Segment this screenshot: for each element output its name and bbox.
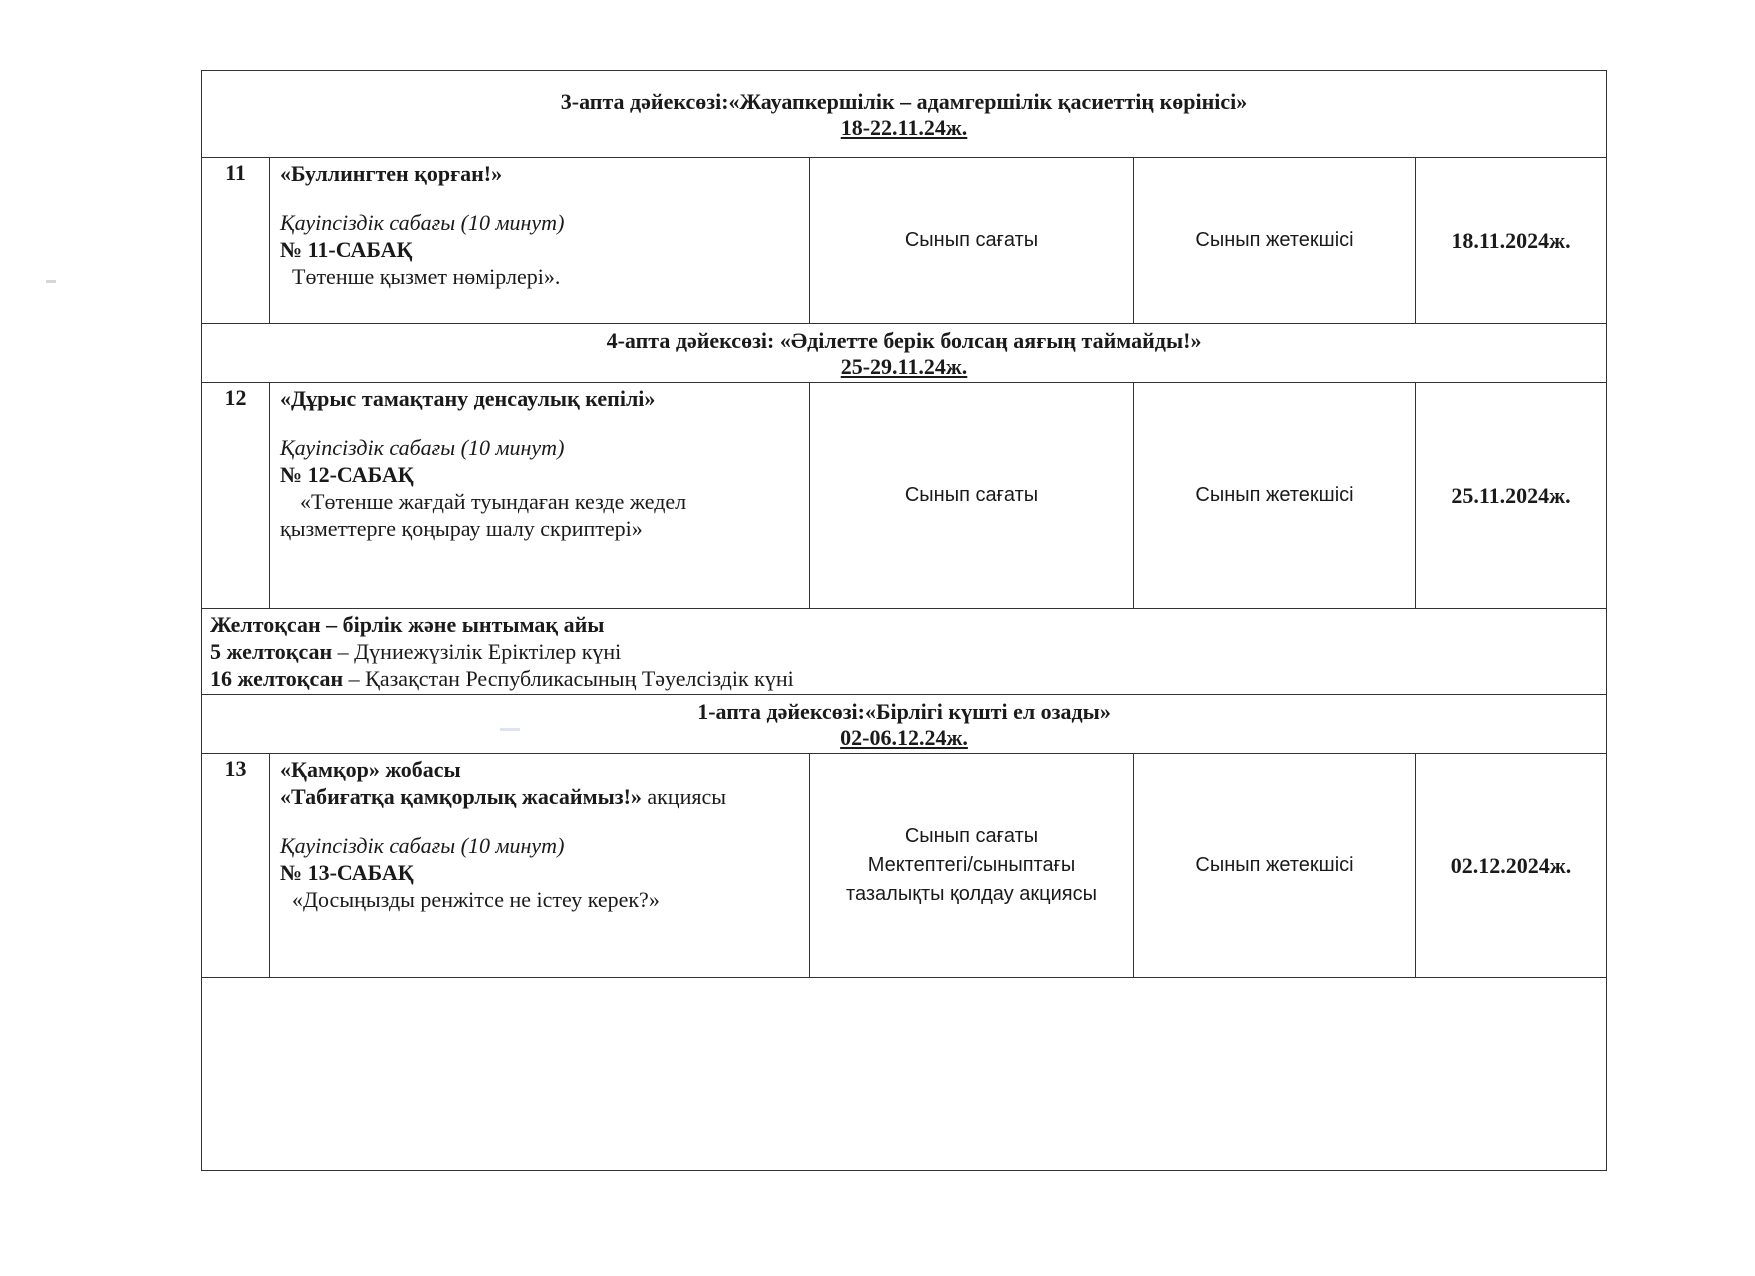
lesson-description-line1: «Төтенше жағдай туындаған кезде жедел	[300, 489, 687, 514]
month-info-row	[202, 609, 1607, 695]
plan-table	[201, 70, 1607, 1171]
week-header-row	[202, 324, 1607, 383]
row-number: 12	[202, 383, 270, 609]
lesson-number: № 11-САБАҚ	[280, 237, 413, 262]
safety-lesson-label: Қауіпсіздік сабағы (10 минут)	[280, 210, 565, 235]
row-number: 11	[202, 158, 270, 324]
holiday-date: 16 желтоқсан	[210, 666, 344, 691]
week-header-row	[202, 695, 1607, 754]
action-title: «Табиғатқа қамқорлық жасаймыз!»	[280, 784, 642, 809]
table-row	[202, 754, 1607, 978]
month-info	[202, 609, 1607, 695]
action-suffix: акциясы	[641, 784, 727, 809]
holiday-line	[210, 638, 1598, 665]
form-line1: Сынып сағаты	[904, 825, 1039, 847]
form-cell: Сынып сағаты	[810, 158, 1134, 324]
table-row	[202, 383, 1607, 609]
topic-title: «Дұрыс тамақтану денсаулық кепілі»	[280, 386, 656, 411]
form-cell: Сынып сағаты	[810, 383, 1134, 609]
lesson-description: «Досыңызды ренжітсе не істеу керек?»	[292, 887, 660, 912]
week-header	[202, 71, 1607, 158]
week-quote: 1-апта дәйексөзі:«Бірлігі күшті ел озады»	[697, 699, 1111, 724]
responsible-cell: Сынып жетекшісі	[1134, 754, 1416, 978]
form-line2: Мектептегі/сыныптағы	[867, 854, 1076, 876]
topic-cell	[270, 383, 810, 609]
week-header-row	[202, 71, 1607, 158]
lesson-number: № 12-САБАҚ	[280, 462, 414, 487]
topic-title: «Буллингтен қорған!»	[280, 161, 503, 186]
month-title: Желтоқсан – бірлік және ынтымақ айы	[210, 612, 605, 637]
responsible-cell: Сынып жетекшісі	[1134, 158, 1416, 324]
project-title: «Қамқор» жобасы	[280, 757, 461, 782]
week-dates: 02-06.12.24ж.	[840, 725, 968, 750]
lesson-description-line2: қызметтерге қоңырау шалу скриптері»	[280, 516, 643, 541]
week-quote: 3-апта дәйексөзі:«Жауапкершілік – адамгершілік қасиеттің көрінісі»	[560, 89, 1248, 114]
form-cell	[810, 754, 1134, 978]
week-quote: 4-апта дәйексөзі: «Әділетте берік болсаң аяғың таймайды!»	[606, 328, 1202, 353]
topic-cell	[270, 158, 810, 324]
week-dates: 18-22.11.24ж.	[840, 115, 968, 140]
topic-cell	[270, 754, 810, 978]
date-cell: 02.12.2024ж.	[1416, 754, 1607, 978]
lesson-description: Төтенше қызмет нөмірлері».	[292, 264, 561, 289]
date-cell: 18.11.2024ж.	[1416, 158, 1607, 324]
week-dates: 25-29.11.24ж.	[840, 354, 968, 379]
date-cell: 25.11.2024ж.	[1416, 383, 1607, 609]
action-line	[280, 783, 799, 810]
form-line3: тазалықты қолдау акциясы	[846, 883, 1097, 905]
table-row	[202, 158, 1607, 324]
week-header	[202, 324, 1607, 383]
holiday-line	[210, 665, 1598, 692]
scan-artifact	[46, 280, 56, 283]
safety-lesson-label: Қауіпсіздік сабағы (10 минут)	[280, 833, 565, 858]
holiday-date: 5 желтоқсан	[210, 639, 333, 664]
empty-cell	[202, 978, 1607, 1171]
row-number: 13	[202, 754, 270, 978]
lesson-number: № 13-САБАҚ	[280, 860, 414, 885]
safety-lesson-label: Қауіпсіздік сабағы (10 минут)	[280, 435, 565, 460]
responsible-cell: Сынып жетекшісі	[1134, 383, 1416, 609]
holiday-name: – Дүниежүзілік Еріктілер күні	[332, 639, 622, 664]
empty-row	[202, 978, 1607, 1171]
week-header	[202, 695, 1607, 754]
holiday-name: – Қазақстан Республикасының Тәуелсіздік күні	[343, 666, 794, 691]
